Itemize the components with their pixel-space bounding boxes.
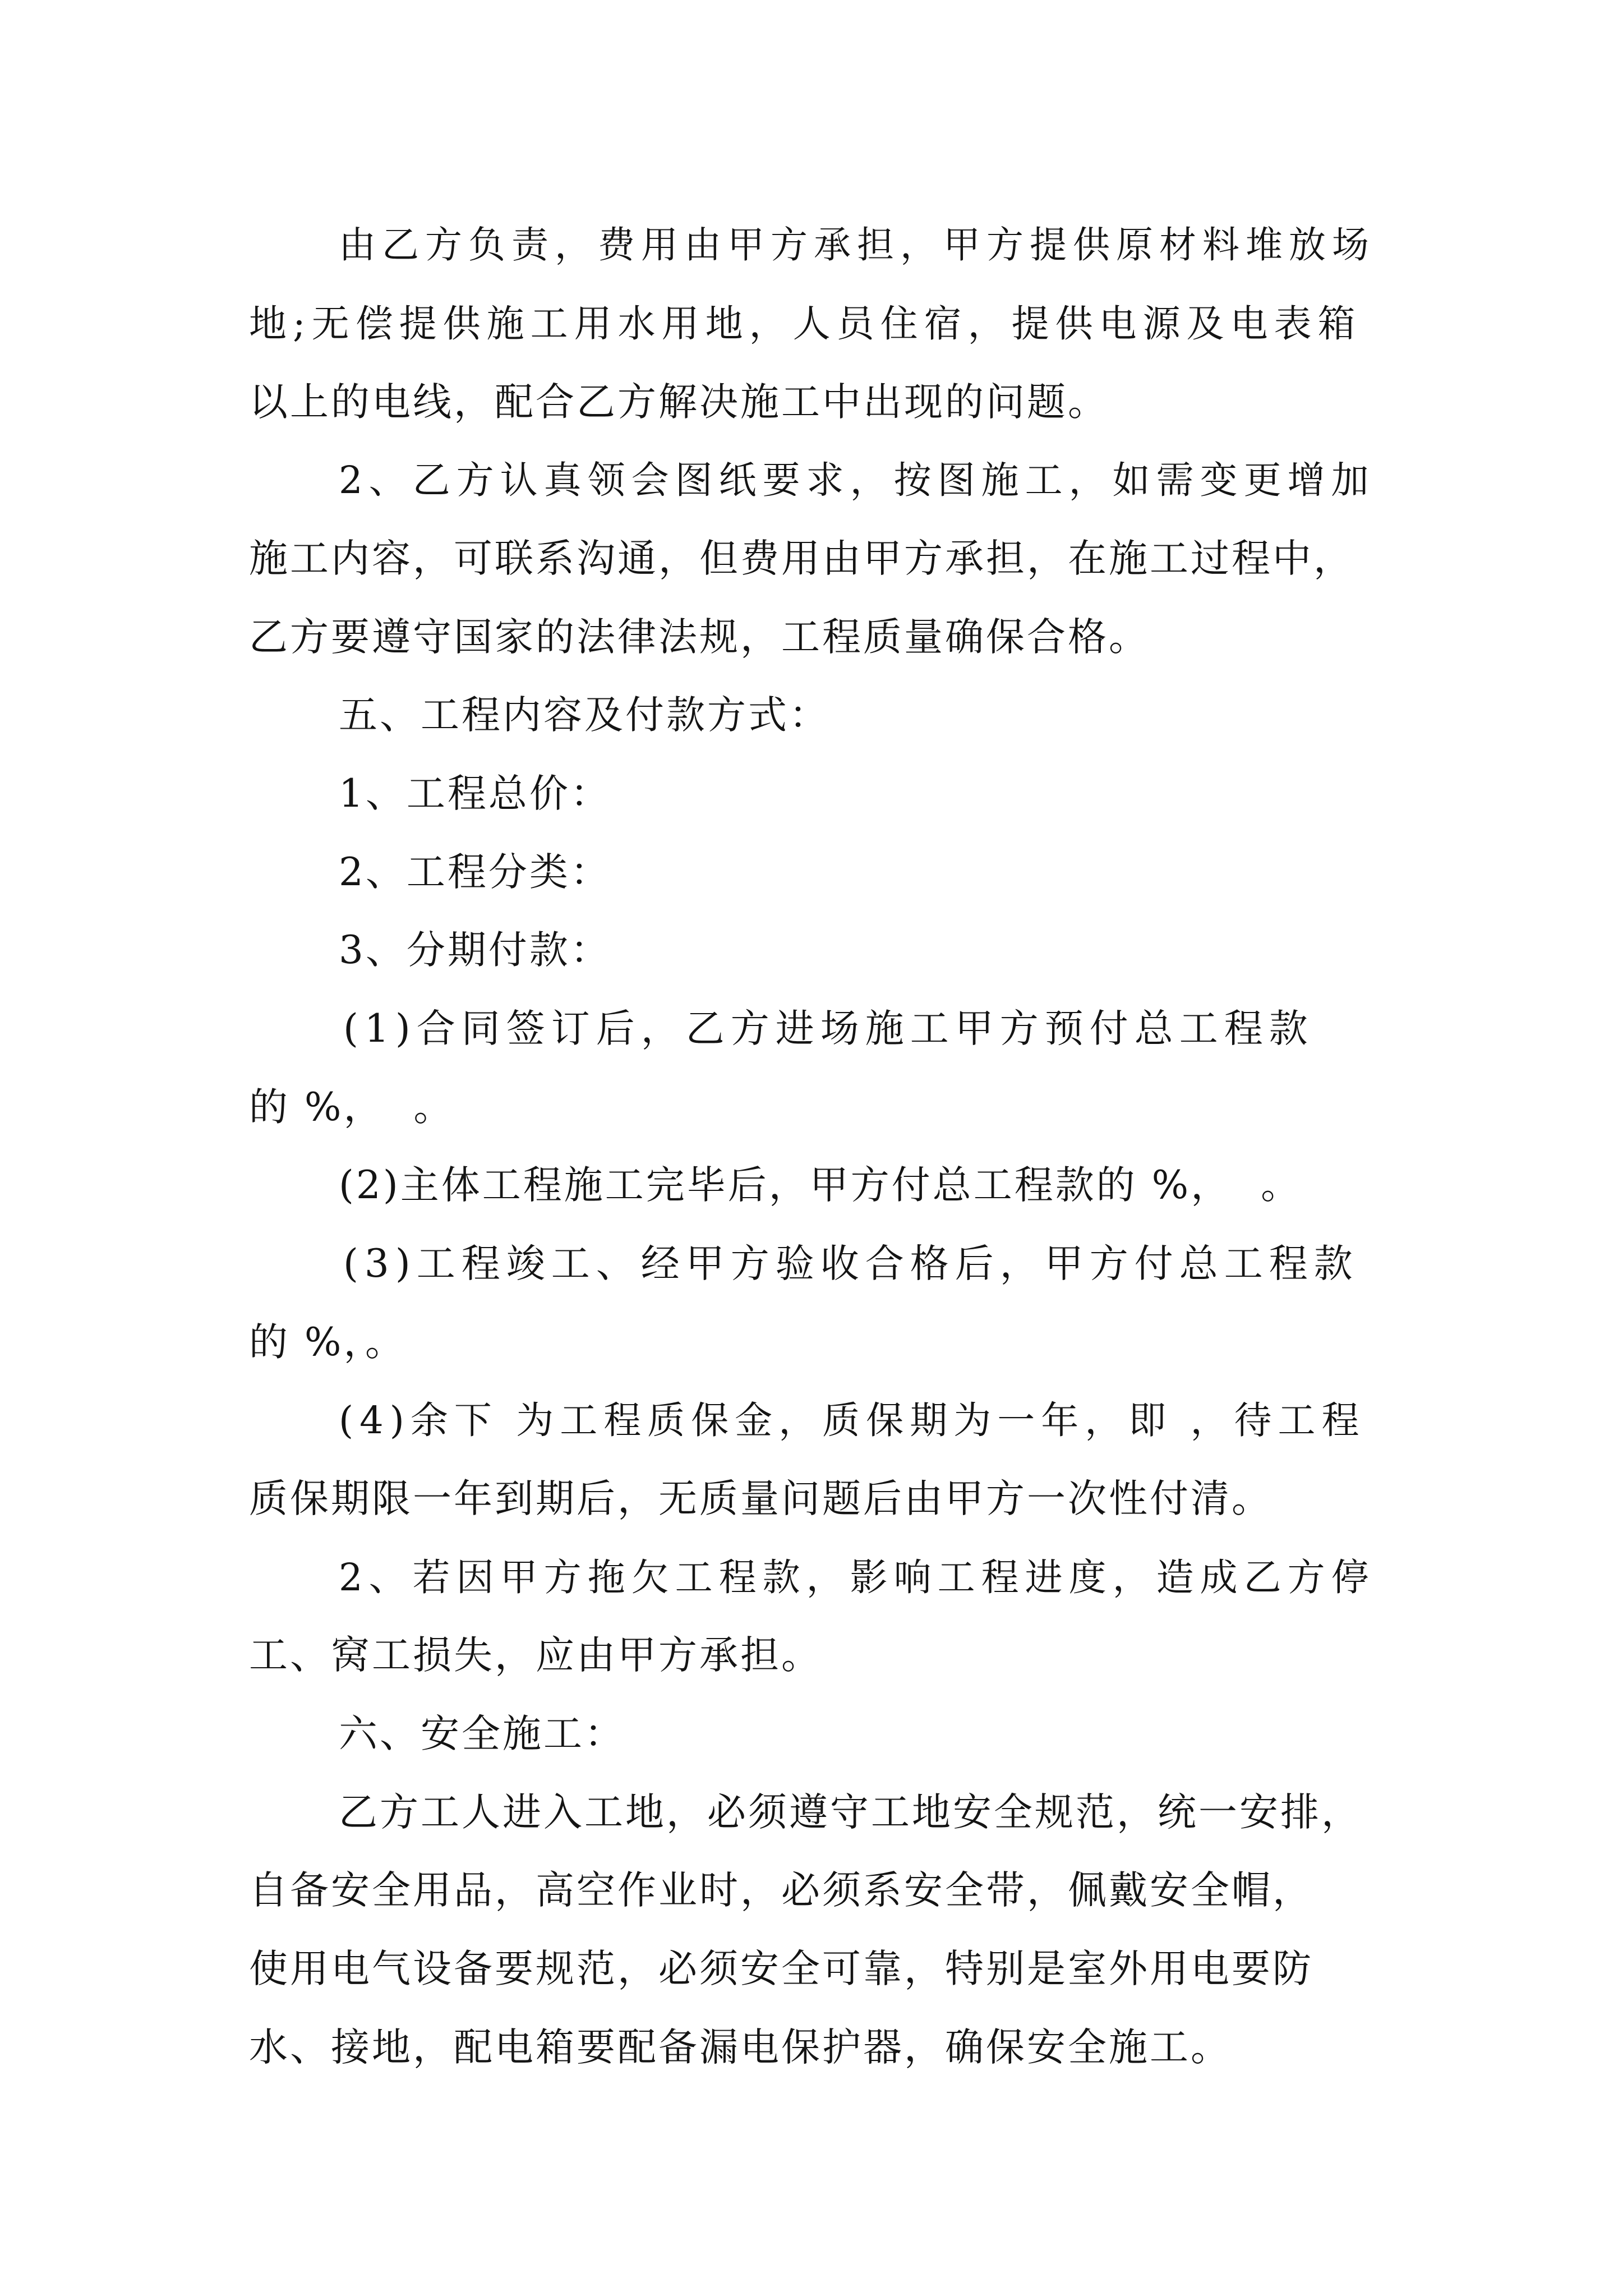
paragraph-line-4: 2、乙方认真领会图纸要求，按图施工，如需变更增加: [339, 458, 1375, 502]
item-installment: 3、分期付款：: [339, 928, 611, 973]
section-heading-six: 六、安全施工：: [339, 1711, 625, 1756]
installment-4-line-1: (4)余下 为工程质保金，质保期为一年，即 ，待工程: [339, 1398, 1366, 1442]
installment-2: (2)主体工程施工完毕后，甲方付总工程款的 %， 。: [339, 1163, 1302, 1208]
paragraph-line-3: 以上的电线，配合乙方解决施工中出现的问题。: [249, 380, 1109, 425]
arrears-line-2: 工、窝工损失，应由甲方承担。: [249, 1633, 822, 1678]
safety-line-3: 使用电气设备要规范，必须安全可靠，特别是室外用电要防: [249, 1947, 1313, 1991]
safety-line-1: 乙方工人进入工地，必须遵守工地安全规范，统一安排，: [339, 1790, 1362, 1835]
paragraph-line-1: 由乙方负责，费用由甲方承担，甲方提供原材料堆放场: [339, 223, 1375, 266]
safety-line-4: 水、接地，配电箱要配备漏电保护器，确保安全施工。: [249, 2025, 1232, 2070]
arrears-line-1: 2、若因甲方拖欠工程款，影响工程进度，造成乙方停: [339, 1556, 1375, 1599]
installment-3-line-1: (3)工程竣工、经甲方验收合格后，甲方付总工程款: [343, 1241, 1359, 1286]
installment-3-line-2: 的 %，。: [249, 1320, 406, 1365]
section-heading-five: 五、工程内容及付款方式：: [339, 693, 830, 738]
installment-1-line-1: (1)合同签订后，乙方进场施工甲方预付总工程款: [343, 1006, 1314, 1051]
installment-1-line-2: 的 %， 。: [249, 1085, 455, 1130]
item-total-price: 1、工程总价：: [339, 771, 611, 816]
paragraph-line-5: 施工内容，可联系沟通，但费用由甲方承担，在施工过程中，: [249, 536, 1354, 581]
paragraph-line-2: 地;无偿提供施工用水用地，人员住宿，提供电源及电表箱: [249, 302, 1362, 346]
safety-line-2: 自备安全用品，高空作业时，必须系安全带，佩戴安全帽，: [249, 1868, 1313, 1913]
item-classification: 2、工程分类：: [339, 850, 611, 895]
installment-4-line-2: 质保期限一年到期后，无质量问题后由甲方一次性付清。: [249, 1476, 1272, 1521]
paragraph-line-6: 乙方要遵守国家的法律法规，工程质量确保合格。: [249, 615, 1150, 660]
